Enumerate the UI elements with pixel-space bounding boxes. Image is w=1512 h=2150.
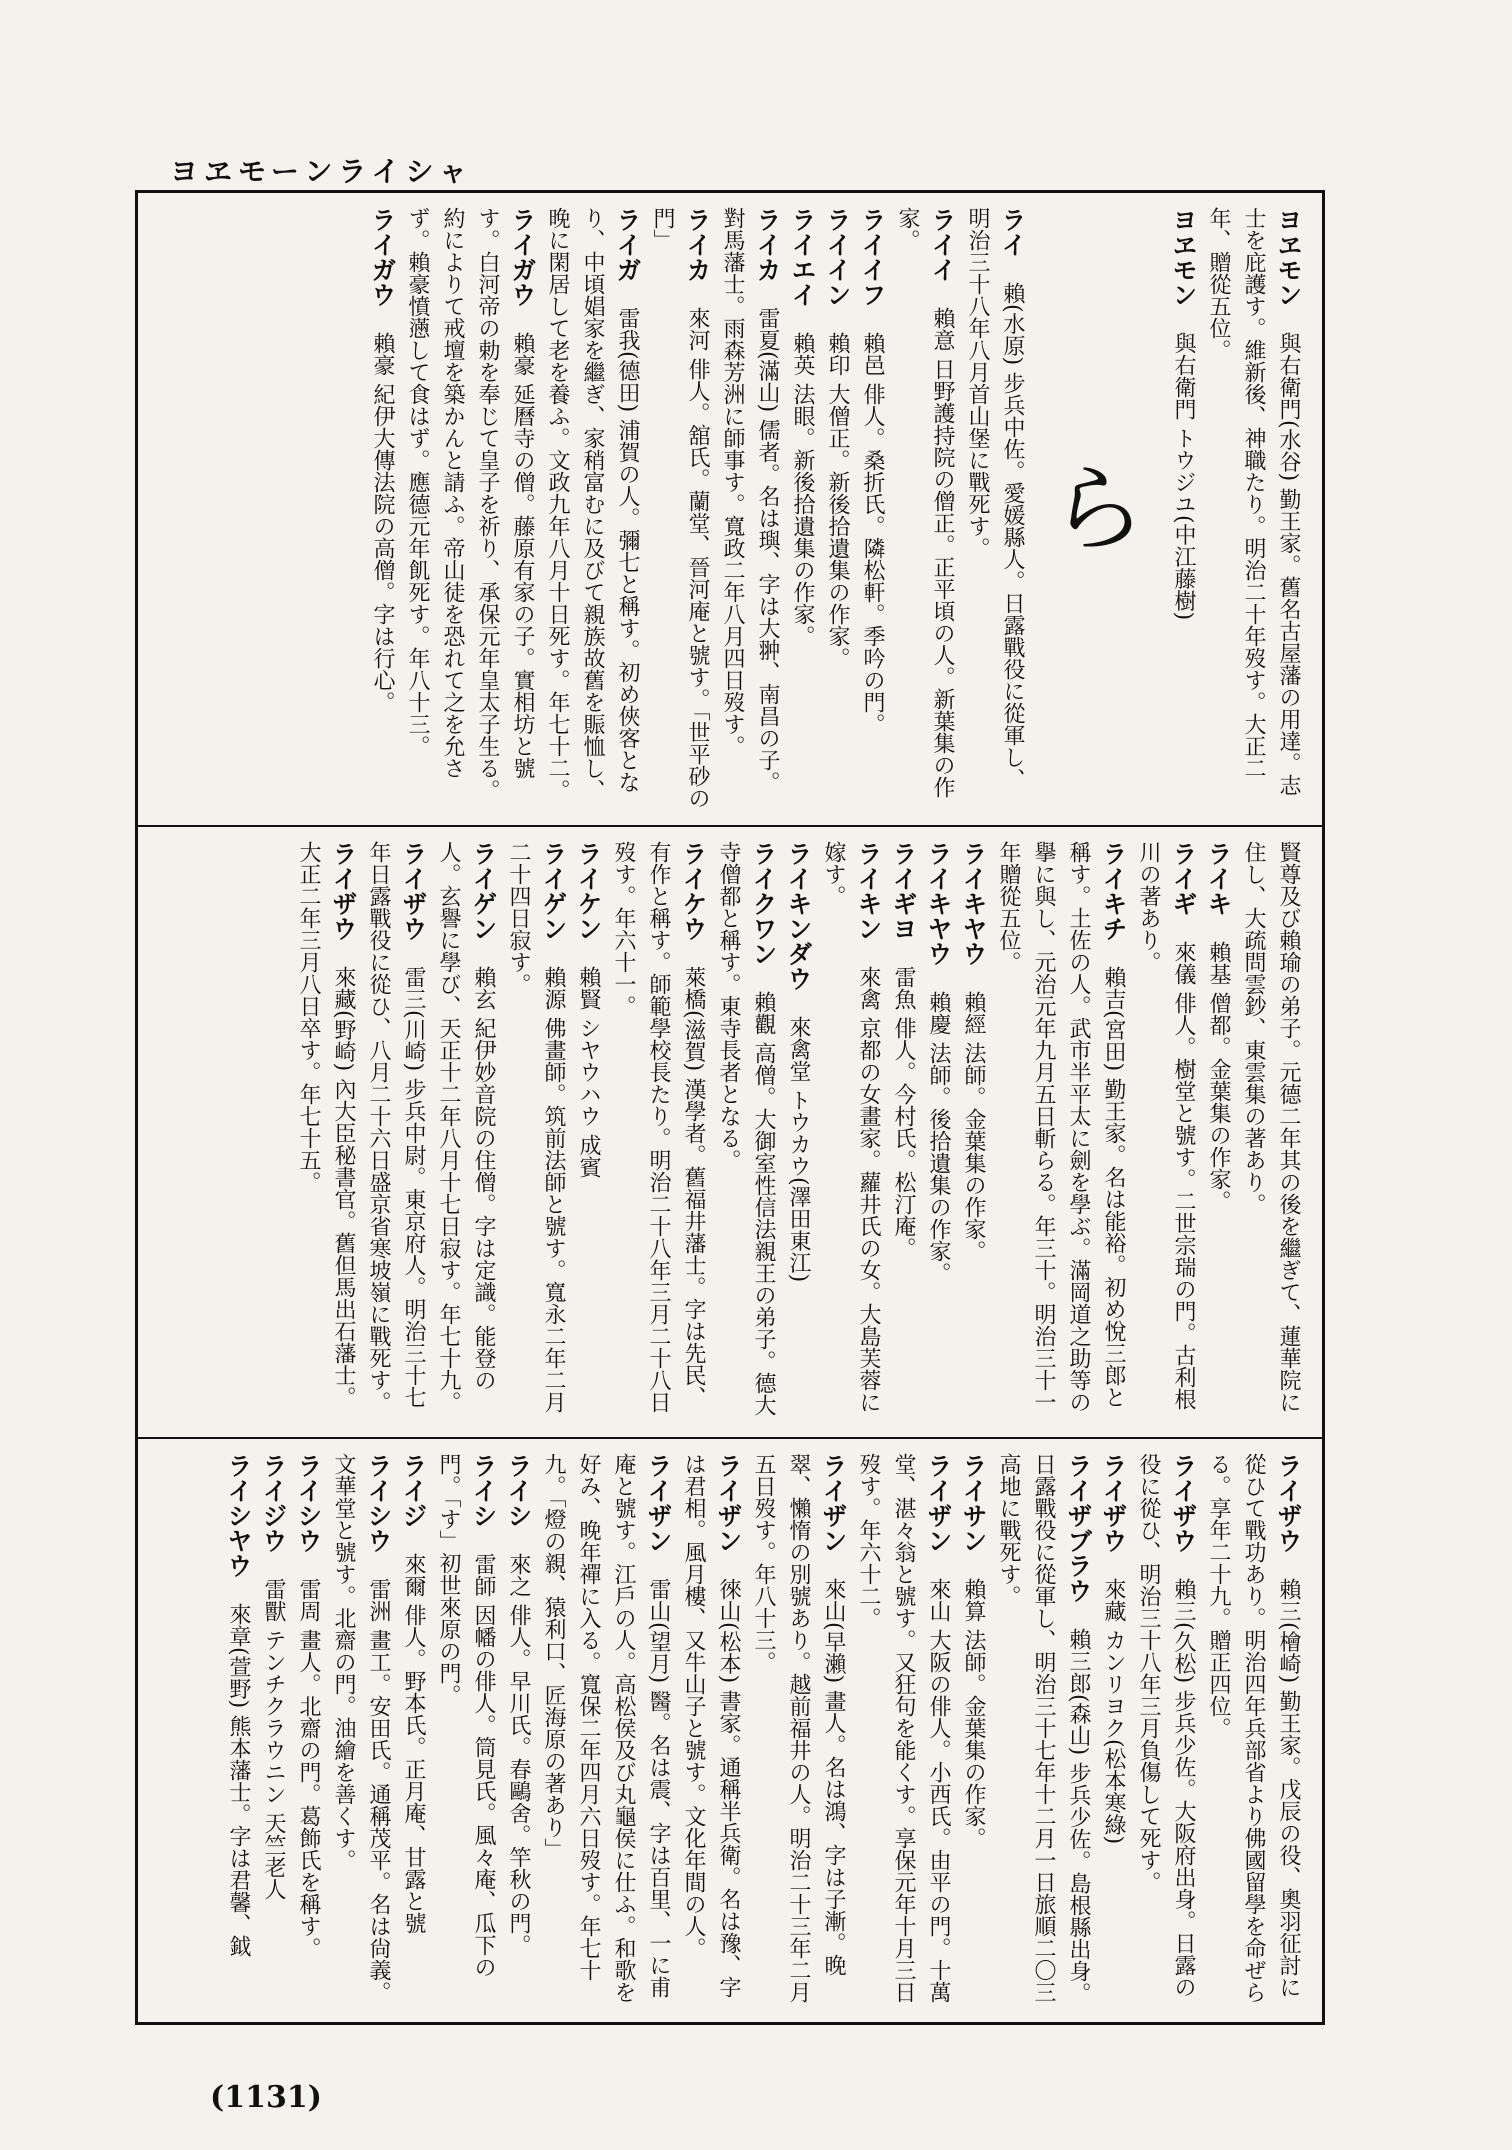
entry-headword: ライケン [574,841,603,966]
entry-headword: ライイ [928,207,957,307]
entry-text: 徠山(松本) 書家。通稱半兵衛。名は豫、字は君相。風月樓、又牛山子と號す。文化年間の人。 [681,1453,741,1999]
entry-headword: ライジウ [259,1453,288,1578]
entry-headword: ライキンダウ [784,841,813,1016]
entry-text: 賴三郎(森山) 步兵少佐。島根縣出身。日露戰役に從軍し、明治三十七年十二月一日旅順二〇三高地に戰死す。 [996,1453,1091,2005]
entry-headword: ライシヤウ [224,1453,253,1603]
dictionary-entry [960,207,1030,811]
entry-text: 賴豪 紀伊大傳法院の高僧。字は行心。 [370,332,395,713]
entry-headword: ライキチ [1099,841,1128,966]
dictionary-entry [956,1453,991,2012]
entry-headword: ライザウ [329,841,358,966]
entry-text: 雷師 因幡の俳人。筒見氏。風々庵、瓜下の門。「す」初世來原の門。 [436,1453,496,1978]
dictionary-entry [540,207,645,811]
entry-text: 來禽堂 トウカウ(澤田東江) [786,1016,811,1283]
entry-headword: ライケウ [679,841,708,966]
dictionary-entry [851,1453,956,2012]
entry-headword: ライザン [644,1453,673,1578]
dictionary-entry [711,841,781,1423]
dictionary-entry [1201,1453,1306,2012]
dictionary-entry [645,207,715,811]
dictionary-entry [715,207,785,811]
dictionary-entry [221,1453,256,2012]
entry-text: 雷魚 俳人。今村氏。松汀庵。 [891,966,916,1259]
dictionary-entry [536,1453,676,2012]
entry-text: 賴意 日野護持院の僧正。正平頃の人。新葉集の作家。 [895,207,955,798]
page-frame [135,190,1325,2025]
entry-headword: ライジ [399,1453,428,1553]
entry-headword: ライガウ [368,207,397,332]
dictionary-entry [606,841,711,1423]
dictionary-entry [431,1453,501,2012]
entry-text: 賴源 佛畫師。筑前法師と號す。寬永二年二月二十四日寂す。 [506,841,566,1413]
entry-text: 賴經 法師。金葉集の作家。 [961,991,986,1262]
entry-text: 賴英 法眼。新後拾遺集の作家。 [790,332,815,647]
entry-text: 雷山(望月) 醫。名は震、字は百里、一に甫庵と號す。江戶の人。高松侯及び丸龜侯に仕ふ。和歌を好み、晚年禪に入る。寬保二年四月六日歿す。年七十九。「燈の親、猿利口、匠海原の著あり」 [541,1453,671,2003]
entry-text: 與右衛門 トウジユ(中江藤樹) [1171,332,1196,621]
dictionary-entry [1166,207,1201,811]
entry-text: 雷周 畫人。北齋の門。葛飾氏を稱す。 [296,1578,321,1959]
entry-text: 雷洲 畫工。安田氏。通稱茂平。名は尙義。文華堂と號す。北齋の門。油繪を善くす。 [331,1453,391,2003]
entry-text: 來藏(野崎) 內大臣秘書官。舊但馬出石藩士。大正二年三月八日卒す。年七十五。 [296,841,356,1409]
dictionary-entry [676,1453,746,2012]
entry-headword: ライカ [753,207,782,307]
entry-headword: ライギヨ [889,841,918,966]
section-2 [138,825,1322,1433]
entry-headword: ライゲン [539,841,568,966]
section-letter: ら [1050,453,1146,565]
entry-text: 雷三(川崎) 步兵中尉。東京府人。明治三十七年日露戰役に從ひ、八月二十六日盛京省寒坡嶺に戰死す。 [366,841,426,1413]
entry-text: 來爾 俳人。野本氏。正月庵、甘露と號 [401,1553,426,1934]
entry-text: 來禽 京都の女畫家。蘿井氏の女。大島芙蓉に嫁す。 [821,841,881,1413]
entry-text: 來藏 カンリヨク(松本寒綠) [1101,1578,1126,1845]
entry-headword: ヨヱモン [1169,207,1198,332]
dictionary-entry [501,1453,536,2012]
dictionary-entry [991,1453,1096,2012]
entry-headword: ライキヤウ [924,841,953,991]
section-1 [138,193,1322,821]
dictionary-entry [256,1453,291,2012]
dictionary-entry [501,841,571,1423]
entry-headword: ライ [998,207,1027,282]
running-header: ヨヱモーンライシャ [170,155,473,188]
dictionary-entry [886,841,921,1423]
entry-headword: ライザン [924,1453,953,1578]
entry-text: 萊橋(滋賀) 漢學者。舊福井藩士。字は先民、有作と稱す。師範學校長たり。明治二十八年三月二十八日歿す。年六十一。 [611,841,706,1413]
entry-text: 賴賢 シヤウハウ 成賓 [576,966,601,1178]
entry-headword: ライイン [823,207,852,332]
entry-headword: ライキン [854,841,883,966]
entry-text: 來河 俳人。舘氏。蘭堂、晉河庵と號す。「世平砂の門」 [650,207,710,809]
entry-headword: ライシウ [294,1453,323,1578]
entry-text: 來儀 俳人。樹堂と號す。二世宗瑞の門。古利根川の著あり。 [1136,841,1196,1410]
entry-headword: ライシ [504,1453,533,1553]
entry-headword: ライクワン [749,841,778,991]
dictionary-entry [365,207,400,811]
entry-headword: ライキ [1204,841,1233,941]
dictionary-entry [400,207,540,811]
entry-headword: ライカ [683,207,712,307]
dictionary-entry [1131,1453,1201,2012]
entry-headword: ライゲン [469,841,498,966]
dictionary-entry [361,841,431,1423]
entry-text: 雷獸 テンチクラウニン 天竺老人 [261,1578,286,1900]
entry-headword: ライザウ [399,841,428,966]
dictionary-entry [890,207,960,811]
dictionary-entry [991,841,1131,1423]
entry-headword: ライイフ [858,207,887,332]
entry-headword: ライシ [469,1453,498,1553]
entry-text: 賴(水原) 步兵中佐。愛媛縣人。日露戰役に從軍し、明治三十八年八月首山堡に戰死す。 [965,207,1025,791]
entry-text: 與右衛門(水谷) 勤王家。舊名古屋藩の用達。志士を庇護す。維新後、神職たり。明治二十年歿す。大正二年、贈從五位。 [1206,207,1301,797]
entry-text: 賴觀 高僧。大御室性信法親王の弟子。德大寺僧都と稱す。東寺長者となる。 [716,841,776,1416]
dictionary-entry [291,1453,326,2012]
dictionary-entry [956,841,991,1423]
entry-headword: ライキヤウ [959,841,988,991]
entry-headword: ライザン [714,1453,743,1578]
dictionary-entry [816,841,886,1423]
entry-headword: ライサン [959,1453,988,1578]
entry-headword: ライザウ [1169,1453,1198,1578]
dictionary-entry [785,207,820,811]
dictionary-entry [1201,841,1236,1423]
entry-text: 賴邑 俳人。桑折氏。隣松軒。季吟の門。 [860,332,885,735]
entry-text: 賴三(檜崎) 勤王家。戊辰の役、奧羽征討に從ひて戰功あり。明治四年兵部省より佛國留學を命ぜらる。享年二十九。贈正四位。 [1206,1453,1301,2003]
dictionary-entry [820,207,855,811]
entry-text: 來章(萱野) 熊本藩士。字は君馨、鉞 [226,1603,251,1958]
dictionary-entry [921,841,956,1423]
section-3 [138,1437,1322,2022]
entry-headword: ライギ [1169,841,1198,941]
entry-text: 賴玄 紀伊妙音院の住僧。字は定識。能登の人。玄譽に學び、天正十二年八月十七日寂す。年七十九。 [436,841,496,1413]
entry-text: 賢尊及び賴瑜の弟子。元德二年其の後を繼ぎて、蓮華院に住し、大疏問雲鈔、東雲集の著あり。 [1241,841,1301,1413]
entry-text: 賴算 法師。金葉集の作家。 [961,1578,986,1849]
entry-text: 來山(早瀨) 畫人。名は鴻、字は子漸。晚翠、懶惰の別號あり。越前福井の人。明治二十三年二月五日歿す。年八十三。 [751,1453,846,2003]
entry-headword: ライシウ [364,1453,393,1578]
entry-text: 賴慶 法師。後拾遺集の作家。 [926,991,951,1284]
entry-headword: ライザン [819,1453,848,1578]
dictionary-entry [781,841,816,1423]
entry-text: 雷夏(滿山) 儒者。名は璵、字は大翀、南昌の子。對馬藩士。雨森芳洲に師事す。寬政二年八月四日歿す。 [720,207,780,794]
entry-headword: ライガウ [508,207,537,332]
page-number: (1131) [210,2080,322,2115]
dictionary-entry [1201,207,1306,811]
dictionary-entry [1131,841,1201,1423]
dictionary-entry [1236,841,1306,1423]
entry-headword: ライザウ [1099,1453,1128,1578]
entry-text: 賴基 僧都。金葉集の作家。 [1206,941,1231,1212]
entry-headword: ライザウ [1274,1453,1303,1578]
entry-text: 來山 大阪の俳人。小西氏。由平の門。十萬堂、湛々翁と號す。又狂句を能くす。享保元年十月三日歿す。年六十二。 [856,1453,951,2003]
entry-text: 來之 俳人。早川氏。春鷗舍。竿秋の門。 [506,1553,531,1956]
dictionary-entry [1096,1453,1131,2012]
entry-text: 雷我(德田) 浦賀の人。彌七と稱す。初め俠客となり、中頃娼家を繼ぎ、家稍富むに及びて親族故舊を賑恤し、晚に閑居して老を養ふ。文政九年八月十日死す。年七十二。 [545,207,640,801]
entry-text: 賴三(久松) 步兵少佐。大阪府出身。日露の役に從ひ、明治三十八年三月負傷して死す。 [1136,1453,1196,1999]
dictionary-entry [746,1453,851,2012]
entry-headword: ライガ [613,207,642,307]
entry-text: 賴豪 延曆寺の僧。藤原有家の子。實相坊と號す。白河帝の勅を奉じて皇子を祈り、承保元年皇太子生る。約によりて戒壇を築かんと請ふ。帝山徒を恐れて之を允さず。賴豪憤懣して食はず。應德元年飢死す。年八十三。 [405,207,535,801]
dictionary-entry [571,841,606,1423]
entry-headword: ライザブラウ [1064,1453,1093,1628]
entry-text: 賴印 大僧正。新後拾遺集の作家。 [825,332,850,669]
dictionary-entry [326,1453,396,2012]
entry-text: 賴吉(宮田) 勤王家。名は能裕。初め悅三郎と稱す。土佐の人。武市半平太に劍を學ぶ。滿岡道之助等の擧に與し、元治元年九月五日斬らる。年三十。明治三十一年贈從五位。 [996,841,1126,1413]
dictionary-entry [431,841,501,1423]
entry-headword: ヨヱモン [1274,207,1303,332]
entry-headword: ライエイ [788,207,817,332]
dictionary-entry [855,207,890,811]
dictionary-entry [291,841,361,1423]
dictionary-entry [396,1453,431,2012]
